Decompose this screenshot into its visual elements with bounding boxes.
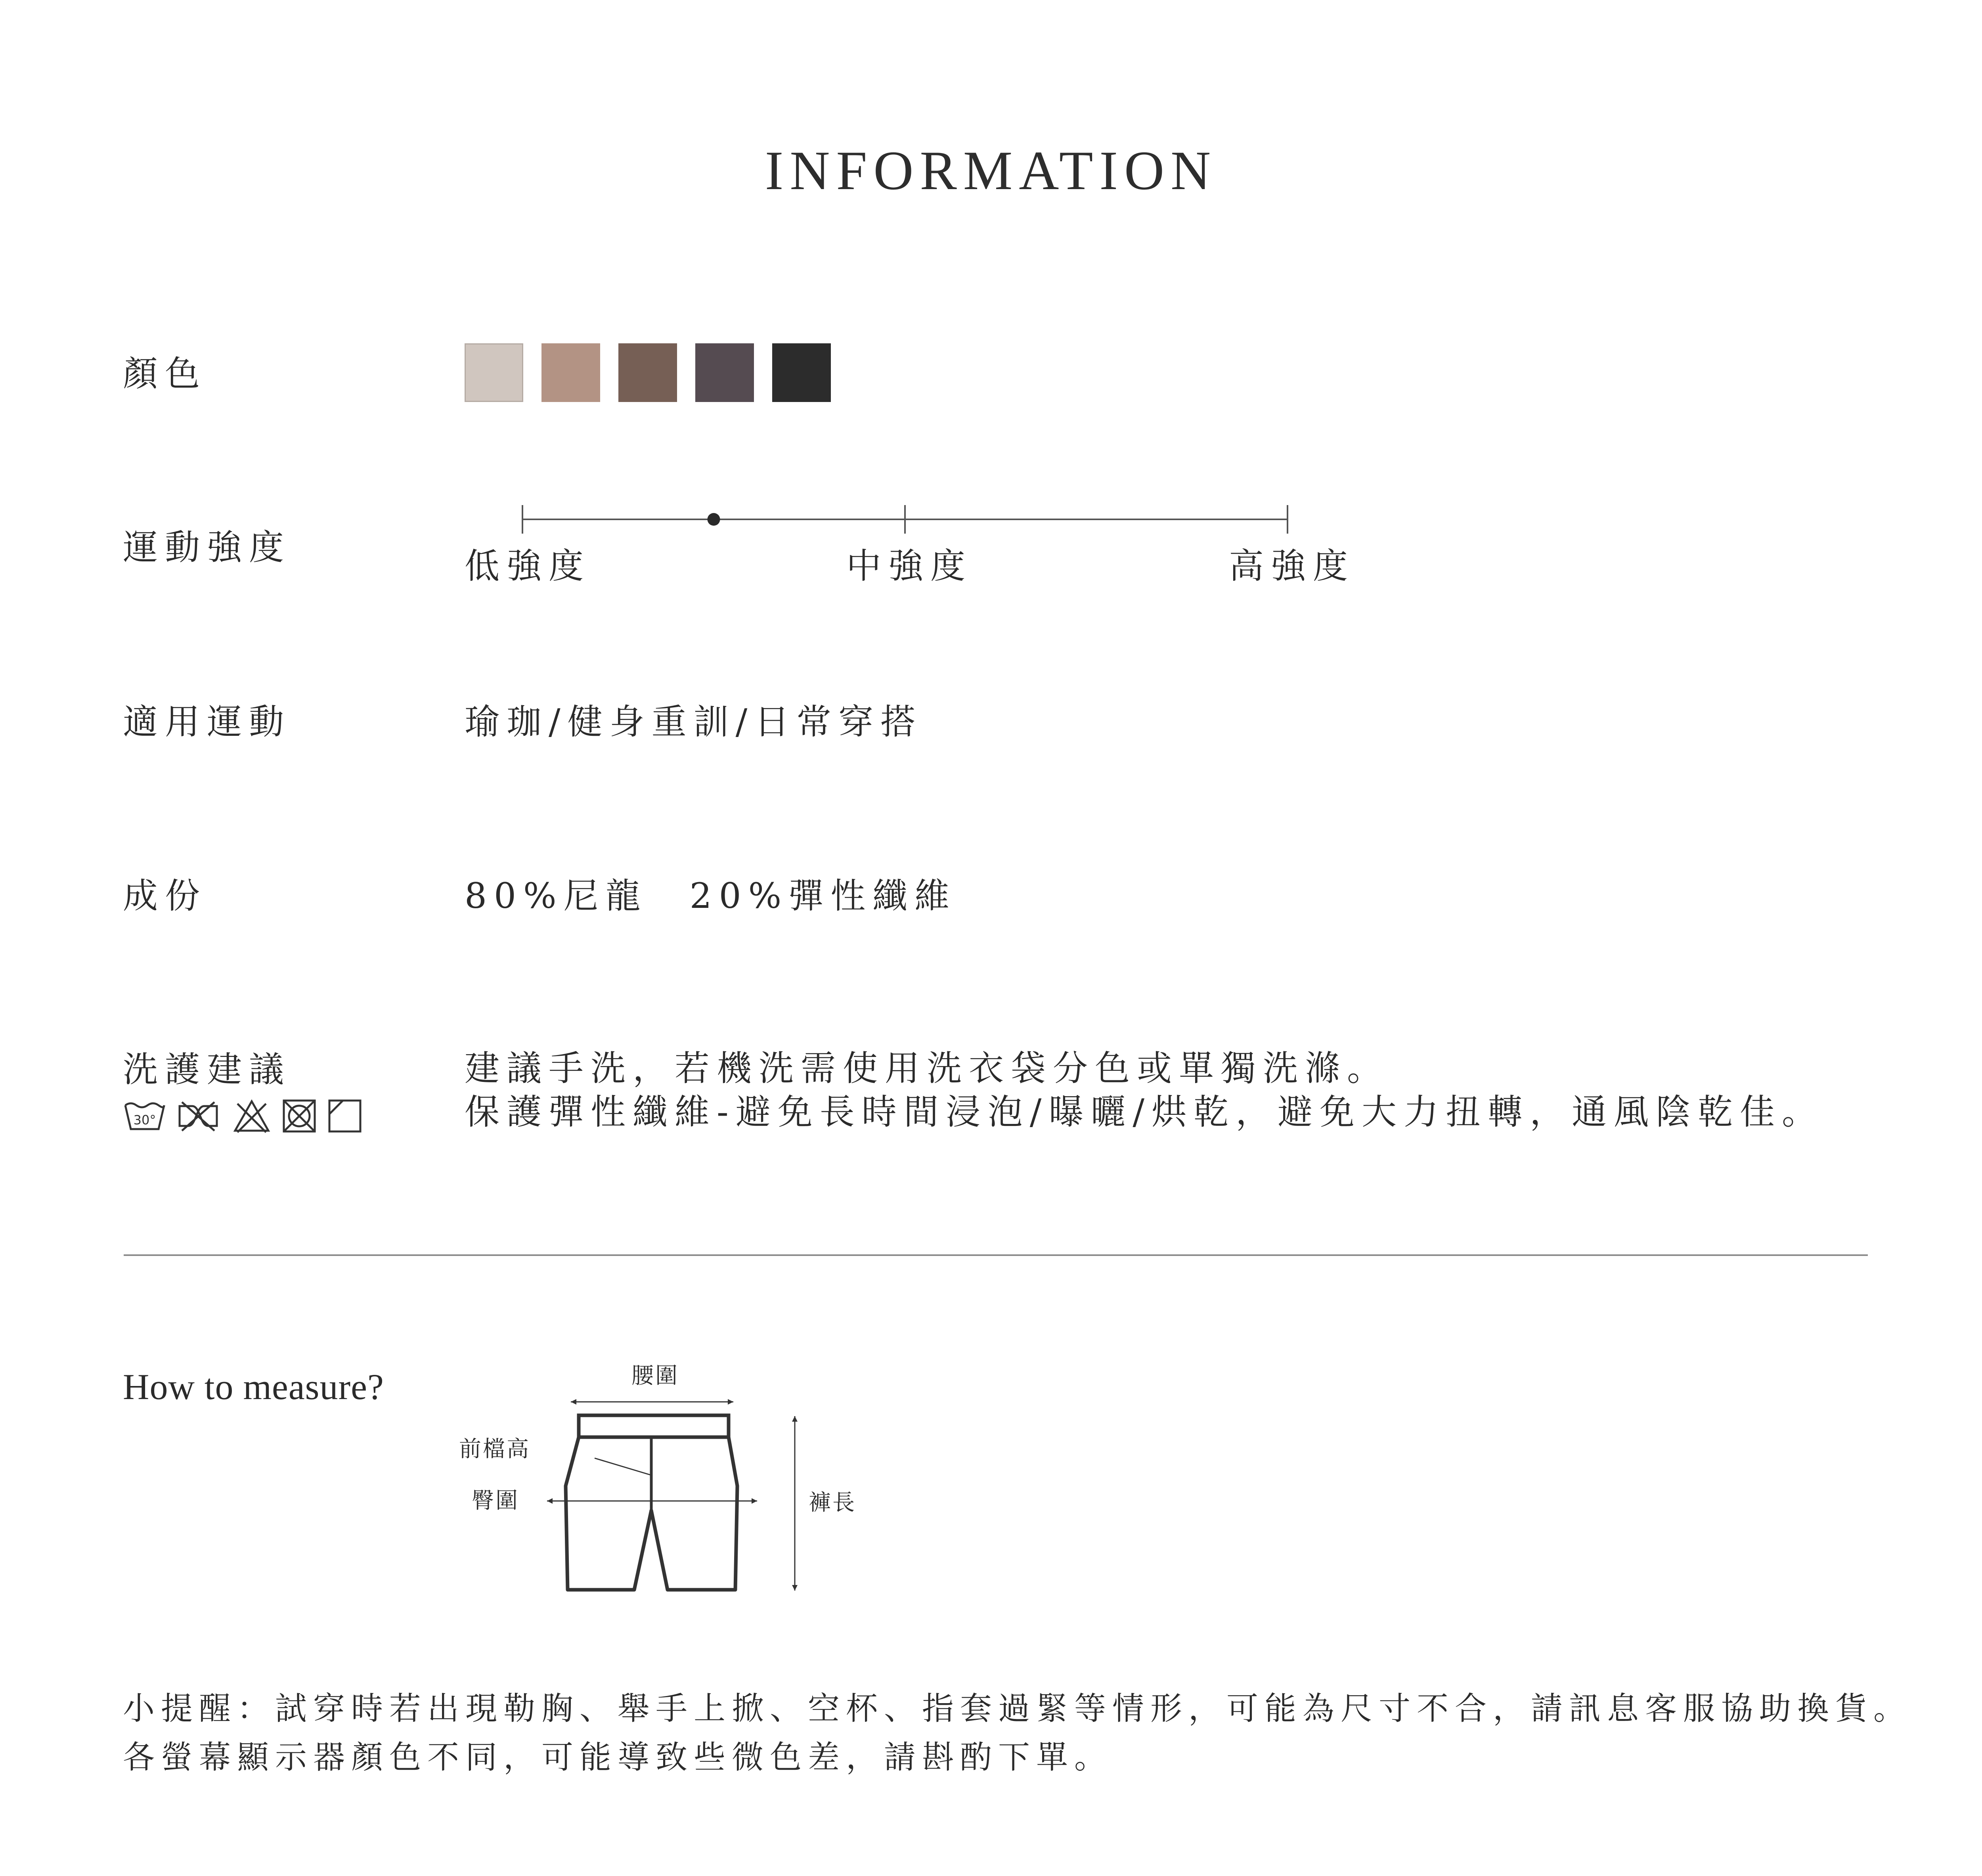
- no-bleach-icon: [232, 1098, 272, 1134]
- length-label: 褲長: [809, 1490, 856, 1516]
- care-instructions: [465, 1047, 1824, 1134]
- intensity-marker: [708, 513, 720, 526]
- shorts-diagram: [527, 1392, 813, 1606]
- measure-title: How to measure?: [123, 1367, 384, 1407]
- intensity-mid: 中強度: [846, 546, 973, 586]
- sports-label: 適用運動: [123, 701, 291, 742]
- note-line-2: 各螢幕顯示器顏色不同，可能導致些微色差，請斟酌下單。: [123, 1739, 1112, 1776]
- intensity-scale: [507, 500, 1308, 547]
- sports-value: 瑜珈/健身重訓/日常穿搭: [465, 701, 923, 742]
- color-swatch[interactable]: [695, 343, 754, 402]
- section-divider: [124, 1254, 1868, 1256]
- no-tumble-dry-icon: [281, 1098, 317, 1134]
- note-line-1: 小提醒：試穿時若出現勒胸、舉手上掀、空杯、指套過緊等情形，可能為尺寸不合，請訊息客服協助換貨。: [123, 1690, 1911, 1727]
- intensity-low: 低強度: [465, 546, 591, 586]
- care-line-1: 建議手洗，若機洗需使用洗衣袋分色或單獨洗滌。: [465, 1048, 1389, 1089]
- wash-temp-label: 30°: [133, 1112, 156, 1128]
- waist-label: 腰圍: [631, 1363, 679, 1389]
- color-swatch[interactable]: [772, 343, 831, 402]
- intensity-label: 運動強度: [123, 527, 291, 568]
- color-swatch[interactable]: [618, 343, 677, 402]
- rise-label: 前檔高: [459, 1436, 530, 1462]
- page-title: INFORMATION: [765, 140, 1217, 201]
- material-value: 80%尼龍 20%彈性纖維: [465, 875, 957, 916]
- colors-label: 顏色: [123, 353, 207, 394]
- no-wring-icon: [176, 1098, 220, 1134]
- material-label: 成份: [123, 875, 207, 916]
- color-swatch[interactable]: [541, 343, 600, 402]
- care-label: 洗護建議: [123, 1049, 291, 1090]
- intensity-high: 高強度: [1229, 546, 1355, 586]
- color-swatch[interactable]: [465, 343, 523, 402]
- hip-label: 臀圍: [472, 1488, 519, 1514]
- line-dry-icon: [327, 1098, 363, 1134]
- hand-wash-30-icon: [123, 1098, 166, 1134]
- care-line-2: 保護彈性纖維-避免長時間浸泡/曝曬/烘乾，避免大力扭轉，通風陰乾佳。: [465, 1091, 1824, 1132]
